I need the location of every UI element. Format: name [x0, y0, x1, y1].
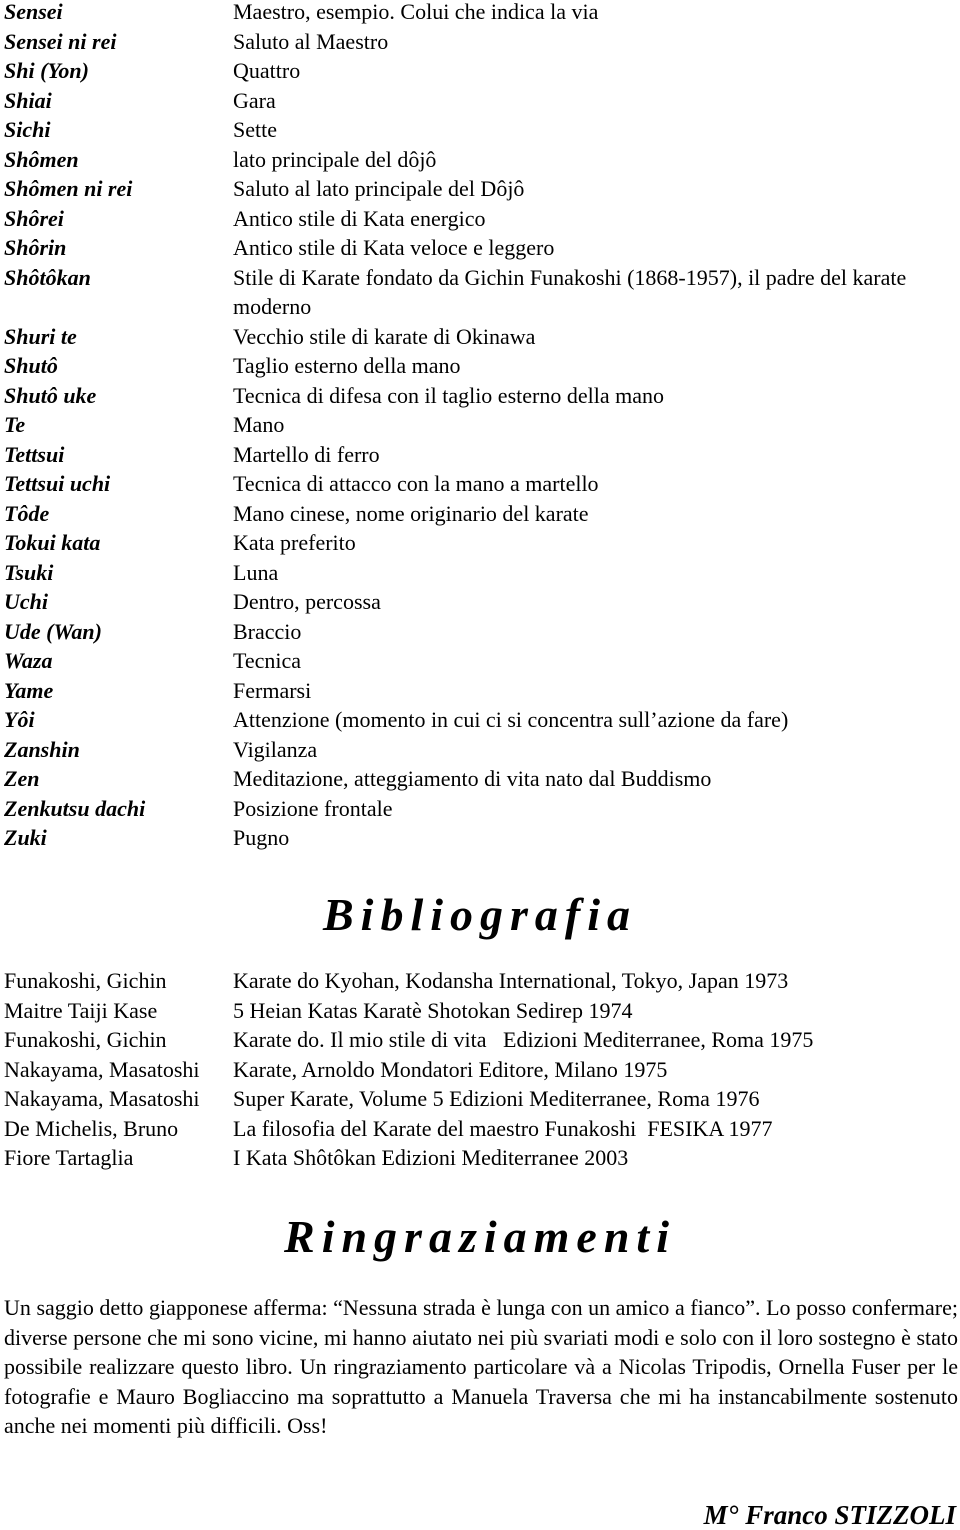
glossary-term: Zanshin — [4, 736, 80, 762]
glossary-definition: Luna — [233, 559, 279, 585]
glossary-term: Sensei — [4, 0, 63, 24]
glossary-definition: Pugno — [233, 825, 290, 850]
glossary-definition: Antico stile di Kata veloce e leggero — [233, 235, 555, 260]
glossary-row — [4, 322, 954, 352]
glossary-definition: Saluto al lato principale del Dôjô — [233, 176, 525, 201]
glossary-definition: Fermarsi — [233, 677, 312, 703]
glossary-term: Tokui kata — [4, 530, 101, 555]
glossary-row — [4, 646, 954, 676]
glossary-row — [4, 0, 954, 27]
glossary-row — [4, 174, 954, 204]
glossary-term: Shiai — [4, 87, 52, 113]
bibliography-author: Fiore Tartaglia — [4, 1145, 134, 1170]
glossary-term: Shômen — [4, 146, 79, 172]
glossary-term: Shôtôkan — [4, 264, 91, 290]
glossary-row — [4, 587, 954, 617]
glossary-term: Shi (Yon) — [4, 58, 89, 83]
glossary-row — [4, 499, 954, 529]
glossary-row — [4, 115, 954, 145]
glossary-definition: Posizione frontale — [233, 795, 393, 821]
glossary-definition: Stile di Karate fondato da Gichin Funakoshi (1868-1957), il padre del karate moderno — [233, 264, 918, 319]
glossary-row — [4, 263, 954, 322]
glossary-row — [4, 676, 954, 706]
bibliography-entry — [4, 1143, 954, 1173]
glossary-term: Shôrei — [4, 205, 64, 231]
bibliography-author: Nakayama, Masatoshi — [4, 1056, 200, 1082]
glossary-definition: Braccio — [233, 618, 302, 644]
glossary-term: Tsuki — [4, 559, 54, 585]
bibliography-entry — [4, 1114, 954, 1144]
glossary-row — [4, 56, 954, 86]
glossary-term: Shuri te — [4, 323, 77, 349]
bibliography-work: 5 Heian Katas Karatè Shotokan Sedirep 1974 — [233, 997, 633, 1023]
glossary-row — [4, 410, 954, 440]
bibliography-entry — [4, 966, 954, 996]
glossary-row — [4, 528, 954, 558]
glossary-definition: Mano — [233, 412, 285, 437]
glossary-row — [4, 145, 954, 175]
bibliography-work: Karate do. Il mio stile di vita Edizioni Mediterranee, Roma 1975 — [233, 1027, 814, 1052]
glossary-definition: Tecnica di attacco con la mano a martello — [233, 471, 599, 496]
glossary-row — [4, 204, 954, 234]
glossary-term: Uchi — [4, 589, 48, 614]
glossary-term: Sichi — [4, 117, 51, 142]
bibliography-author: Funakoshi, Gichin — [4, 1027, 167, 1052]
glossary-definition: Gara — [233, 87, 276, 113]
glossary-term: Zen — [4, 766, 40, 791]
glossary-definition: lato principale del dôjô — [233, 146, 437, 172]
bibliography-entry — [4, 1084, 954, 1114]
glossary-term: Tettsui uchi — [4, 471, 111, 496]
glossary-term: Shôrin — [4, 235, 67, 260]
glossary-list — [4, 0, 954, 853]
glossary-row — [4, 27, 954, 57]
bibliography-work: Karate, Arnoldo Mondatori Editore, Milano 1975 — [233, 1056, 668, 1082]
glossary-term: Waza — [4, 648, 53, 673]
glossary-definition: Dentro, percossa — [233, 589, 381, 614]
glossary-definition: Martello di ferro — [233, 441, 380, 467]
glossary-definition: Vecchio stile di karate di Okinawa — [233, 323, 536, 349]
glossary-term: Zuki — [4, 825, 47, 850]
glossary-row — [4, 735, 954, 765]
glossary-definition: Tecnica di difesa con il taglio esterno della mano — [233, 382, 664, 408]
glossary-row — [4, 440, 954, 470]
glossary-term: Yôi — [4, 707, 35, 732]
bibliography-list — [4, 966, 954, 1173]
glossary-definition: Antico stile di Kata energico — [233, 205, 486, 231]
bibliography-work: Karate do Kyohan, Kodansha International, Tokyo, Japan 1973 — [233, 968, 789, 993]
glossary-row — [4, 351, 954, 381]
bibliography-work: I Kata Shôtôkan Edizioni Mediterranee 2003 — [233, 1145, 629, 1170]
bibliography-entry — [4, 996, 954, 1026]
glossary-definition: Mano cinese, nome originario del karate — [233, 500, 589, 526]
glossary-definition: Maestro, esempio. Colui che indica la via — [233, 0, 599, 24]
glossary-term: Ude (Wan) — [4, 618, 102, 644]
glossary-term: Tôde — [4, 500, 50, 526]
glossary-term: Zenkutsu dachi — [4, 795, 146, 821]
glossary-definition: Vigilanza — [233, 736, 318, 762]
glossary-definition: Quattro — [233, 58, 301, 83]
bibliography-author: Maitre Taiji Kase — [4, 997, 158, 1023]
bibliography-entry — [4, 1055, 954, 1085]
glossary-definition: Saluto al Maestro — [233, 28, 389, 54]
glossary-definition: Taglio esterno della mano — [233, 353, 461, 378]
glossary-row — [4, 558, 954, 588]
glossary-definition: Attenzione (momento in cui ci si concentra sull’azione da fare) — [233, 707, 789, 732]
glossary-definition: Kata preferito — [233, 530, 356, 555]
glossary-row — [4, 794, 954, 824]
glossary-row — [4, 764, 954, 794]
glossary-row — [4, 86, 954, 116]
author-signature: M° Franco STIZZOLI — [703, 1500, 956, 1530]
glossary-definition: Meditazione, atteggiamento di vita nato dal Buddismo — [233, 766, 712, 791]
glossary-term: Shômen ni rei — [4, 176, 133, 201]
glossary-term: Yame — [4, 677, 54, 703]
glossary-row — [4, 233, 954, 263]
glossary-term: Shutô — [4, 353, 58, 378]
glossary-term: Shutô uke — [4, 382, 97, 408]
glossary-definition: Sette — [233, 117, 277, 142]
bibliography-author: Funakoshi, Gichin — [4, 968, 167, 993]
bibliography-author: De Michelis, Bruno — [4, 1115, 179, 1141]
bibliography-entry — [4, 1025, 954, 1055]
glossary-row — [4, 823, 954, 853]
glossary-term: Te — [4, 412, 26, 437]
bibliography-author: Nakayama, Masatoshi — [4, 1086, 200, 1111]
glossary-row — [4, 469, 954, 499]
bibliography-work: La filosofia del Karate del maestro Funakoshi FESIKA 1977 — [233, 1115, 773, 1141]
glossary-definition: Tecnica — [233, 648, 302, 673]
acknowledgements-heading: Ringraziamenti — [284, 1211, 676, 1262]
glossary-row — [4, 705, 954, 735]
glossary-row — [4, 381, 954, 411]
glossary-term: Sensei ni rei — [4, 28, 117, 54]
bibliography-work: Super Karate, Volume 5 Edizioni Mediterranee, Roma 1976 — [233, 1086, 760, 1111]
bibliography-heading: Bibliografia — [322, 889, 638, 940]
glossary-row — [4, 617, 954, 647]
acknowledgements-text: Un saggio detto giapponese afferma: “Nessuna strada è lunga con un amico a fianco”. Lo posso confermare; diverse persone che mi sono vicine, mi hanno aiutato nei più svariati modi e solo con il loro sostegno è stato possibile realizzare questo libro. Un ringraziamento particolare và a Nicolas Tripodis, Ornella Fuser per le fotografie e Mauro Bogliaccino ma soprattutto a Manuela Traversa che mi ha instancabilmente sostenuto anche nei momenti più difficili. Oss! — [4, 1295, 958, 1438]
glossary-term: Tettsui — [4, 441, 65, 467]
